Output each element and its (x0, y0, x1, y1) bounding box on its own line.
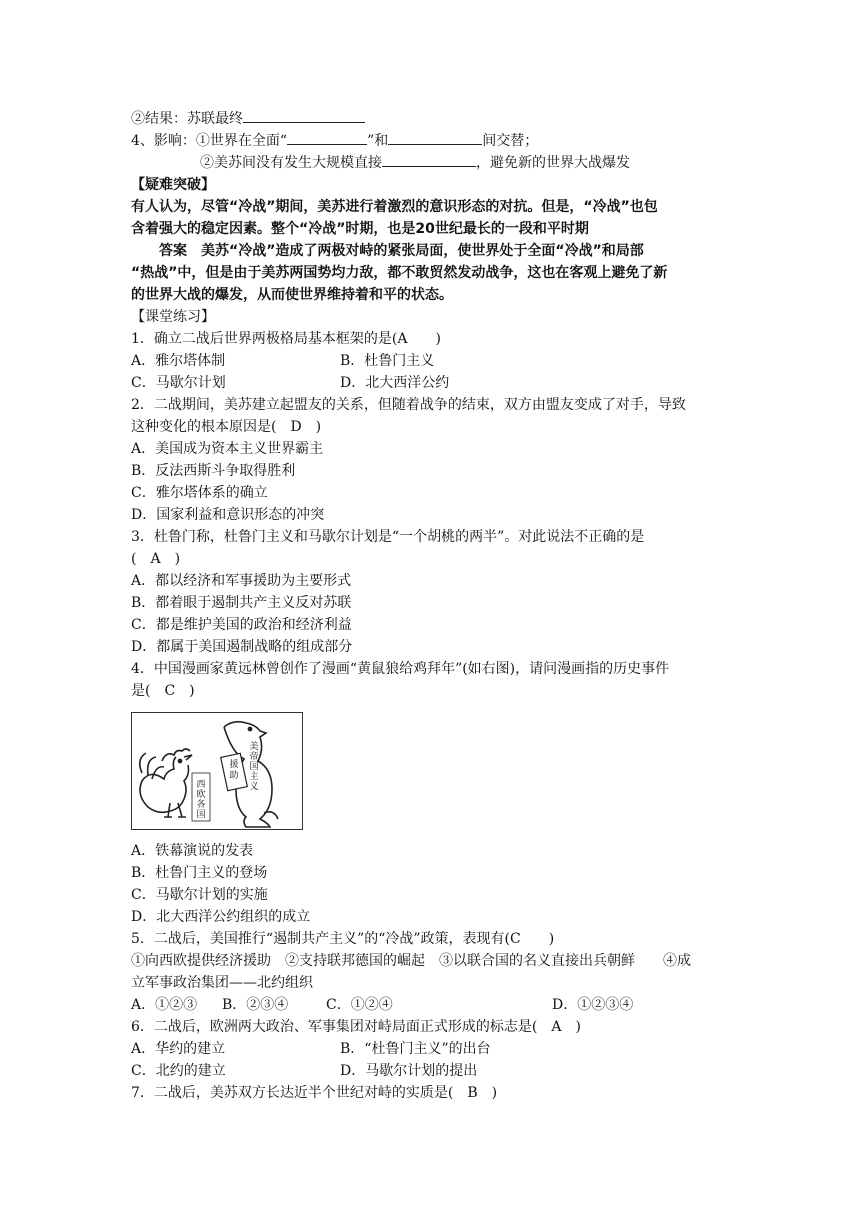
result-line: ②结果：苏联最终 (131, 108, 365, 130)
q6-option-a[interactable]: A．华约的建立 (131, 1041, 226, 1057)
figure-char: 欧 (196, 790, 206, 800)
cartoon-figure (131, 712, 303, 830)
q5-option-c[interactable]: C．①②④ (326, 997, 393, 1013)
q7-stem: 7．二战后，美苏双方长达近半个世纪对峙的实质是( B ) (131, 1085, 498, 1101)
difficulty-answer-line: “热战”中，但是由于美苏两国势均力敌，都不敢贸然发动战争，这也在客观上避免了新 (131, 265, 668, 281)
answer-blank[interactable] (382, 152, 476, 167)
figure-char: 各 (196, 800, 206, 810)
figure-char: 国 (196, 810, 206, 820)
q5-items-line: ①向西欧提供经济援助 ②支持联邦德国的崛起 ③以联合国的名义直接出兵朝鲜 ④成 (131, 953, 691, 969)
q3-option-c[interactable]: C．都是维护美国的政治和经济利益 (131, 617, 352, 633)
q1-stem: 1．确立二战后世界两极格局基本框架的是(A ) (131, 331, 441, 347)
q3-option-d[interactable]: D．都属于美国遏制战略的组成部分 (131, 639, 353, 655)
q2-option-a[interactable]: A．美国成为资本主义世界霸主 (131, 441, 324, 457)
figure-char: 援 (229, 760, 239, 770)
q6-option-c[interactable]: C．北约的建立 (131, 1063, 226, 1079)
figure-char: 西 (196, 780, 206, 790)
q6-stem: 6．二战后，欧洲两大政治、军事集团对峙局面正式形成的标志是( A ) (131, 1019, 581, 1035)
answer-blank[interactable] (388, 130, 482, 145)
q3-option-a[interactable]: A．都以经济和军事援助为主要形式 (131, 573, 352, 589)
rooster-label (196, 779, 205, 820)
q4-option-d[interactable]: D．北大西洋公约组织的成立 (131, 909, 311, 925)
q2-option-c[interactable]: C．雅尔塔体系的确立 (131, 485, 268, 501)
cartoon-illustration (132, 713, 302, 829)
figure-char: 国 (249, 762, 259, 772)
bag-label (229, 758, 238, 781)
rooster-drawing (140, 749, 192, 817)
difficulty-answer-line: 的世界大战的爆发，从而使世界维持着和平的状态。 (131, 287, 453, 303)
q5-option-a[interactable]: A．①②③ (131, 997, 198, 1013)
q4-option-a[interactable]: A．铁幕演说的发表 (131, 843, 254, 859)
difficulty-question-line: 有人认为，尽管“冷战”期间，美苏进行着激烈的意识形态的对抗。但是，“冷战”也包 (131, 199, 658, 215)
answer-blank[interactable] (287, 130, 367, 145)
q4-option-c[interactable]: C．马歇尔计划的实施 (131, 887, 268, 903)
figure-char: 美 (249, 742, 259, 752)
q1-option-d[interactable]: D．北大西洋公约 (340, 375, 450, 391)
q6-option-d[interactable]: D．马歇尔计划的提出 (340, 1063, 478, 1079)
q5-option-d[interactable]: D．①②③④ (552, 997, 634, 1013)
q4-stem-line: 4．中国漫画家黄远林曾创作了漫画“黄鼠狼给鸡拜年”(如右图)，请问漫画指的历史事件 (131, 661, 670, 677)
q5-option-b[interactable]: B．②③④ (222, 997, 289, 1013)
figure-char: 义 (249, 782, 259, 792)
figure-char: 帝 (249, 752, 259, 762)
q3-stem-line: 3．杜鲁门称，杜鲁门主义和马歇尔计划是“一个胡桃的两半”。对此说法不正确的是 (131, 529, 645, 545)
q5-stem: 5．二战后，美国推行“遏制共产主义”的“冷战”政策，表现有(C ) (131, 931, 555, 947)
answer-blank[interactable] (243, 108, 365, 123)
q6-option-b[interactable]: B．“杜鲁门主义”的出台 (340, 1041, 491, 1057)
q1-option-b[interactable]: B．杜鲁门主义 (340, 353, 435, 369)
q2-option-b[interactable]: B．反法西斯斗争取得胜利 (131, 463, 296, 479)
q4-stem-line: 是( C ) (131, 683, 195, 699)
difficulty-answer-line: 答案 美苏“冷战”造成了两极对峙的紧张局面，使世界处于全面“冷战”和局部 (131, 243, 644, 259)
difficulty-heading: 【疑难突破】 (131, 177, 215, 193)
q1-option-c[interactable]: C．马歇尔计划 (131, 375, 226, 391)
q5-items-line: 立军事政治集团——北约组织 (131, 975, 313, 991)
q2-stem-line: 2．二战期间，美苏建立起盟友的关系，但随着战争的结束，双方由盟友变成了对手，导致 (131, 397, 686, 413)
figure-char: 主 (249, 772, 259, 782)
impact-line: 4、影响：①世界在全面“ ”和 间交替； (131, 130, 538, 152)
q4-option-b[interactable]: B．杜鲁门主义的登场 (131, 865, 268, 881)
q3-stem-line: ( A ) (131, 551, 181, 567)
difficulty-question-line: 含着强大的稳定因素。整个“冷战”时期，也是20世纪最长的一段和平时期 (131, 221, 589, 237)
practice-heading: 【课堂练习】 (131, 309, 215, 325)
weasel-label (249, 740, 258, 792)
q2-stem-line: 这种变化的根本原因是( D ) (131, 419, 322, 435)
figure-char: 助 (229, 771, 239, 781)
q1-option-a[interactable]: A．雅尔塔体制 (131, 353, 226, 369)
q3-option-b[interactable]: B．都着眼于遏制共产主义反对苏联 (131, 595, 352, 611)
q2-option-d[interactable]: D．国家利益和意识形态的冲突 (131, 507, 325, 523)
impact2-line: ②美苏间没有发生大规模直接 ，避免新的世界大战爆发 (200, 152, 630, 174)
